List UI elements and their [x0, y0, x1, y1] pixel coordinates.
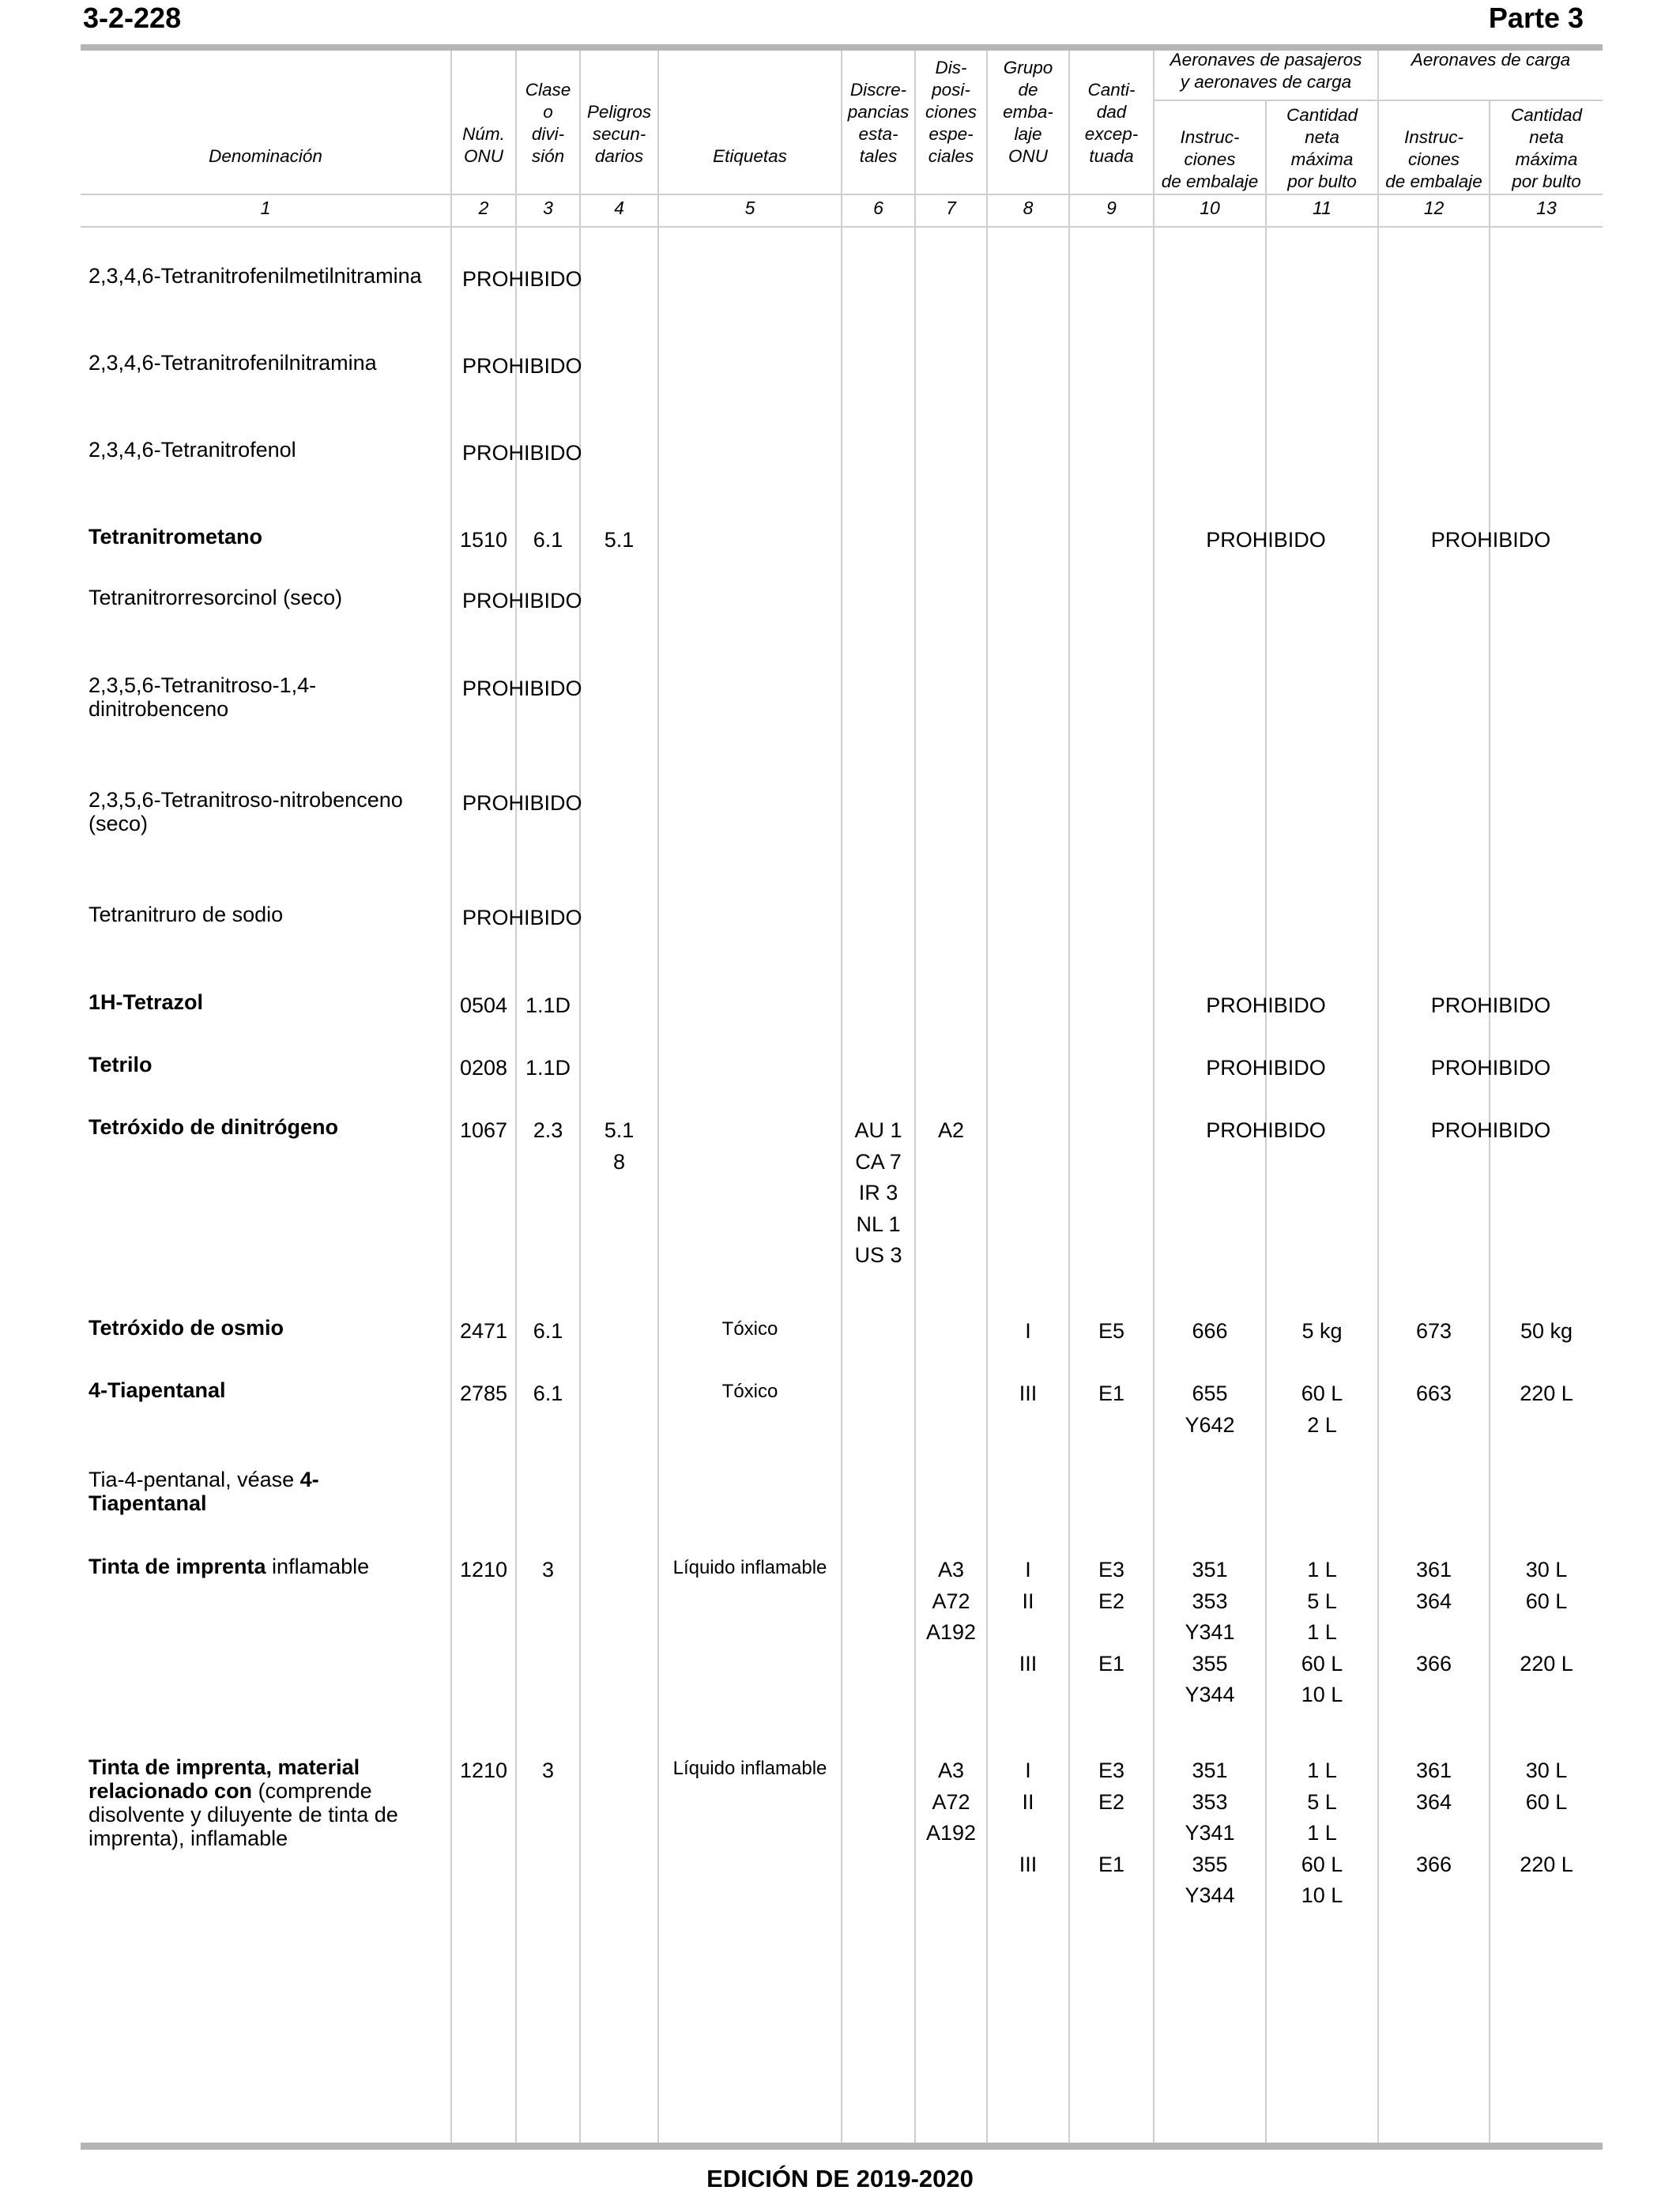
un-number: 1210: [459, 1558, 508, 1581]
row-name: Tetróxido de dinitrógeno: [89, 1115, 338, 1139]
un-number: 2471: [459, 1319, 508, 1343]
row-name-rest: inflamable: [266, 1555, 370, 1578]
column-number: 1: [260, 198, 271, 218]
bottom-rule: [81, 2143, 1603, 2150]
header-packing-group: Grupo de emba- laje ONU: [1003, 58, 1053, 166]
special-provisions: A3 A72 A192: [925, 1558, 977, 1644]
cross-reference-target: 4- Tiapentanal: [89, 1468, 319, 1515]
row-name: Tetróxido de osmio: [89, 1316, 284, 1340]
max-quantity-pass: 1 L 5 L 1 L 60 L 10 L: [1301, 1759, 1343, 1907]
hazard-class: 1.1D: [525, 1056, 571, 1080]
header-denominacion: Denominación: [209, 146, 322, 166]
column-divider: [450, 51, 452, 2143]
row-name: 4-Tiapentanal: [89, 1378, 226, 1402]
row-name: 2,3,4,6-Tetranitrofenol: [89, 438, 296, 462]
passenger-forbidden: PROHIBIDO: [1206, 1118, 1326, 1142]
un-number: 0504: [459, 993, 508, 1017]
row-name-bold: Tinta de imprenta, material relacionado con: [89, 1755, 360, 1803]
row-name: 1H-Tetrazol: [89, 990, 204, 1014]
column-number: 5: [744, 198, 755, 218]
row-name: [89, 1755, 444, 1850]
header-excepted-quantity: Canti- dad excep- tuada: [1084, 80, 1139, 166]
column-number: 13: [1536, 198, 1557, 218]
hazard-label: Tóxico: [721, 1318, 778, 1340]
forbidden-text: PROHIBIDO: [462, 589, 582, 613]
forbidden-text: PROHIBIDO: [462, 267, 582, 291]
hazard-class: 6.1: [533, 1319, 563, 1343]
forbidden-text: PROHIBIDO: [462, 441, 582, 465]
header-divider: [1153, 100, 1603, 101]
hazard-class: 6.1: [533, 528, 563, 552]
excepted-quantity: E1: [1098, 1382, 1125, 1405]
packing-group: III: [1019, 1382, 1038, 1405]
packing-instruction-cargo: 361 364 366: [1415, 1759, 1452, 1876]
passenger-forbidden: PROHIBIDO: [1206, 1056, 1326, 1080]
packing-instruction-pass: 351 353 Y341 355 Y344: [1185, 1759, 1235, 1907]
column-number: 7: [946, 198, 956, 218]
packing-instruction-cargo: 361 364 366: [1415, 1558, 1452, 1676]
max-quantity-cargo: 30 L 60 L 220 L: [1520, 1558, 1573, 1676]
un-number: 1510: [459, 528, 508, 552]
state-variations: AU 1 CA 7 IR 3 NL 1 US 3: [854, 1118, 902, 1267]
un-number: 0208: [459, 1056, 508, 1080]
row-name: 2,3,4,6-Tetranitrofenilnitramina: [89, 351, 377, 375]
header-packing-instructions-pass: Instruc- ciones de embalaje: [1161, 127, 1259, 191]
forbidden-text: PROHIBIDO: [462, 354, 582, 378]
passenger-forbidden: PROHIBIDO: [1206, 528, 1326, 552]
column-number: 2: [478, 198, 489, 218]
cargo-forbidden: PROHIBIDO: [1430, 1056, 1551, 1080]
column-number: 3: [543, 198, 553, 218]
row-name-bold: Tinta de imprenta: [89, 1555, 266, 1578]
packing-instruction-pass: 655 Y642: [1185, 1382, 1235, 1437]
secondary-hazard: 5.1: [604, 528, 635, 552]
packing-group: I: [1025, 1319, 1031, 1343]
column-number: 11: [1313, 198, 1332, 218]
column-number: 8: [1023, 198, 1034, 218]
hazard-class: 3: [541, 1558, 555, 1581]
forbidden-text: PROHIBIDO: [462, 677, 582, 700]
row-name: [89, 1468, 420, 1515]
page-number: 3-2-228: [83, 2, 182, 34]
edition-footer: EDICIÓN DE 2019-2020: [706, 2165, 974, 2192]
part-label: Parte 3: [1488, 2, 1584, 34]
un-number: 1067: [459, 1118, 508, 1142]
row-name: 2,3,5,6-Tetranitroso-1,4- dinitrobenceno: [89, 673, 317, 721]
row-name: Tetranitrorresorcinol (seco): [89, 586, 343, 609]
hazard-class: 3: [541, 1759, 555, 1782]
column-divider: [841, 51, 842, 2143]
max-quantity-pass: 5 kg: [1301, 1319, 1343, 1343]
row-name: Tetranitruro de sodio: [89, 903, 284, 926]
excepted-quantity: E3 E2 E1: [1098, 1759, 1125, 1876]
max-quantity-cargo: 50 kg: [1520, 1319, 1573, 1343]
packing-group: I II III: [1019, 1558, 1038, 1676]
max-quantity-pass: 1 L 5 L 1 L 60 L 10 L: [1301, 1558, 1343, 1706]
header-un-number: Núm. ONU: [462, 124, 505, 166]
special-provisions: A3 A72 A192: [925, 1759, 977, 1845]
cross-reference-text: Tia-4-pentanal, véase: [89, 1468, 300, 1491]
header-divider: [81, 194, 1603, 195]
forbidden-text: PROHIBIDO: [462, 906, 582, 929]
un-number: 2785: [459, 1382, 508, 1405]
cargo-forbidden: PROHIBIDO: [1430, 1118, 1551, 1142]
header-state-variations: Discre- pancias esta- tales: [847, 80, 910, 166]
hazard-class: 6.1: [533, 1382, 563, 1405]
column-number: 4: [614, 198, 624, 218]
excepted-quantity: E5: [1098, 1319, 1125, 1343]
forbidden-text: PROHIBIDO: [462, 791, 582, 815]
un-number: 1210: [459, 1759, 508, 1782]
hazard-label: Tóxico: [721, 1381, 778, 1402]
packing-instruction-cargo: 673: [1415, 1319, 1452, 1343]
secondary-hazard: 5.1 8: [604, 1118, 635, 1174]
column-number: 9: [1106, 198, 1117, 218]
header-packing-instructions-cargo: Instruc- ciones de embalaje: [1385, 127, 1482, 191]
header-special-provisions: Dis- posi- ciones espe- ciales: [925, 58, 977, 166]
row-name: [89, 1555, 369, 1578]
hazard-class: 2.3: [533, 1118, 563, 1142]
row-name: Tetranitrometano: [89, 525, 263, 548]
header-labels: Etiquetas: [713, 146, 787, 166]
row-name: Tetrilo: [89, 1053, 153, 1076]
column-number: 12: [1423, 198, 1445, 218]
packing-group: I II III: [1019, 1759, 1038, 1876]
max-quantity-cargo: 30 L 60 L 220 L: [1520, 1759, 1573, 1876]
packing-instruction-pass: 666: [1192, 1319, 1228, 1343]
cargo-forbidden: PROHIBIDO: [1430, 993, 1551, 1017]
cargo-forbidden: PROHIBIDO: [1430, 528, 1551, 552]
packing-instruction-cargo: 663: [1415, 1382, 1452, 1405]
passenger-forbidden: PROHIBIDO: [1206, 993, 1326, 1017]
column-divider: [657, 51, 659, 2143]
row-name-rest: (comprende disolvente y diluyente de tinta de imprenta), inflamable: [89, 1779, 398, 1850]
special-provisions: A2: [937, 1118, 965, 1142]
max-quantity-pass: 60 L 2 L: [1301, 1382, 1343, 1437]
header-max-qty-cargo: Cantidad neta máxima por bulto: [1510, 105, 1583, 191]
header-class: Clase o divi- sión: [525, 80, 571, 166]
hazard-class: 1.1D: [525, 993, 571, 1017]
column-number: 6: [873, 198, 883, 218]
excepted-quantity: E3 E2 E1: [1098, 1558, 1125, 1676]
header-secondary-hazards: Peligros secun- darios: [586, 102, 652, 166]
hazard-label: Líquido inflamable: [672, 1758, 827, 1779]
packing-instruction-pass: 351 353 Y341 355 Y344: [1185, 1558, 1235, 1706]
header-cargo-aircraft: Aeronaves de carga: [1411, 50, 1571, 70]
column-number: 10: [1200, 198, 1220, 218]
header-max-qty-pass: Cantidad neta máxima por bulto: [1286, 105, 1358, 191]
header-divider: [81, 226, 1603, 228]
row-name: 2,3,5,6-Tetranitroso-nitrobenceno (seco): [89, 788, 403, 835]
max-quantity-cargo: 220 L: [1520, 1382, 1573, 1405]
hazard-label: Líquido inflamable: [672, 1557, 827, 1578]
row-name: 2,3,4,6-Tetranitrofenilmetilnitramina: [89, 264, 422, 288]
header-passenger-aircraft: Aeronaves de pasajeros y aeronaves de carga: [1170, 50, 1362, 92]
